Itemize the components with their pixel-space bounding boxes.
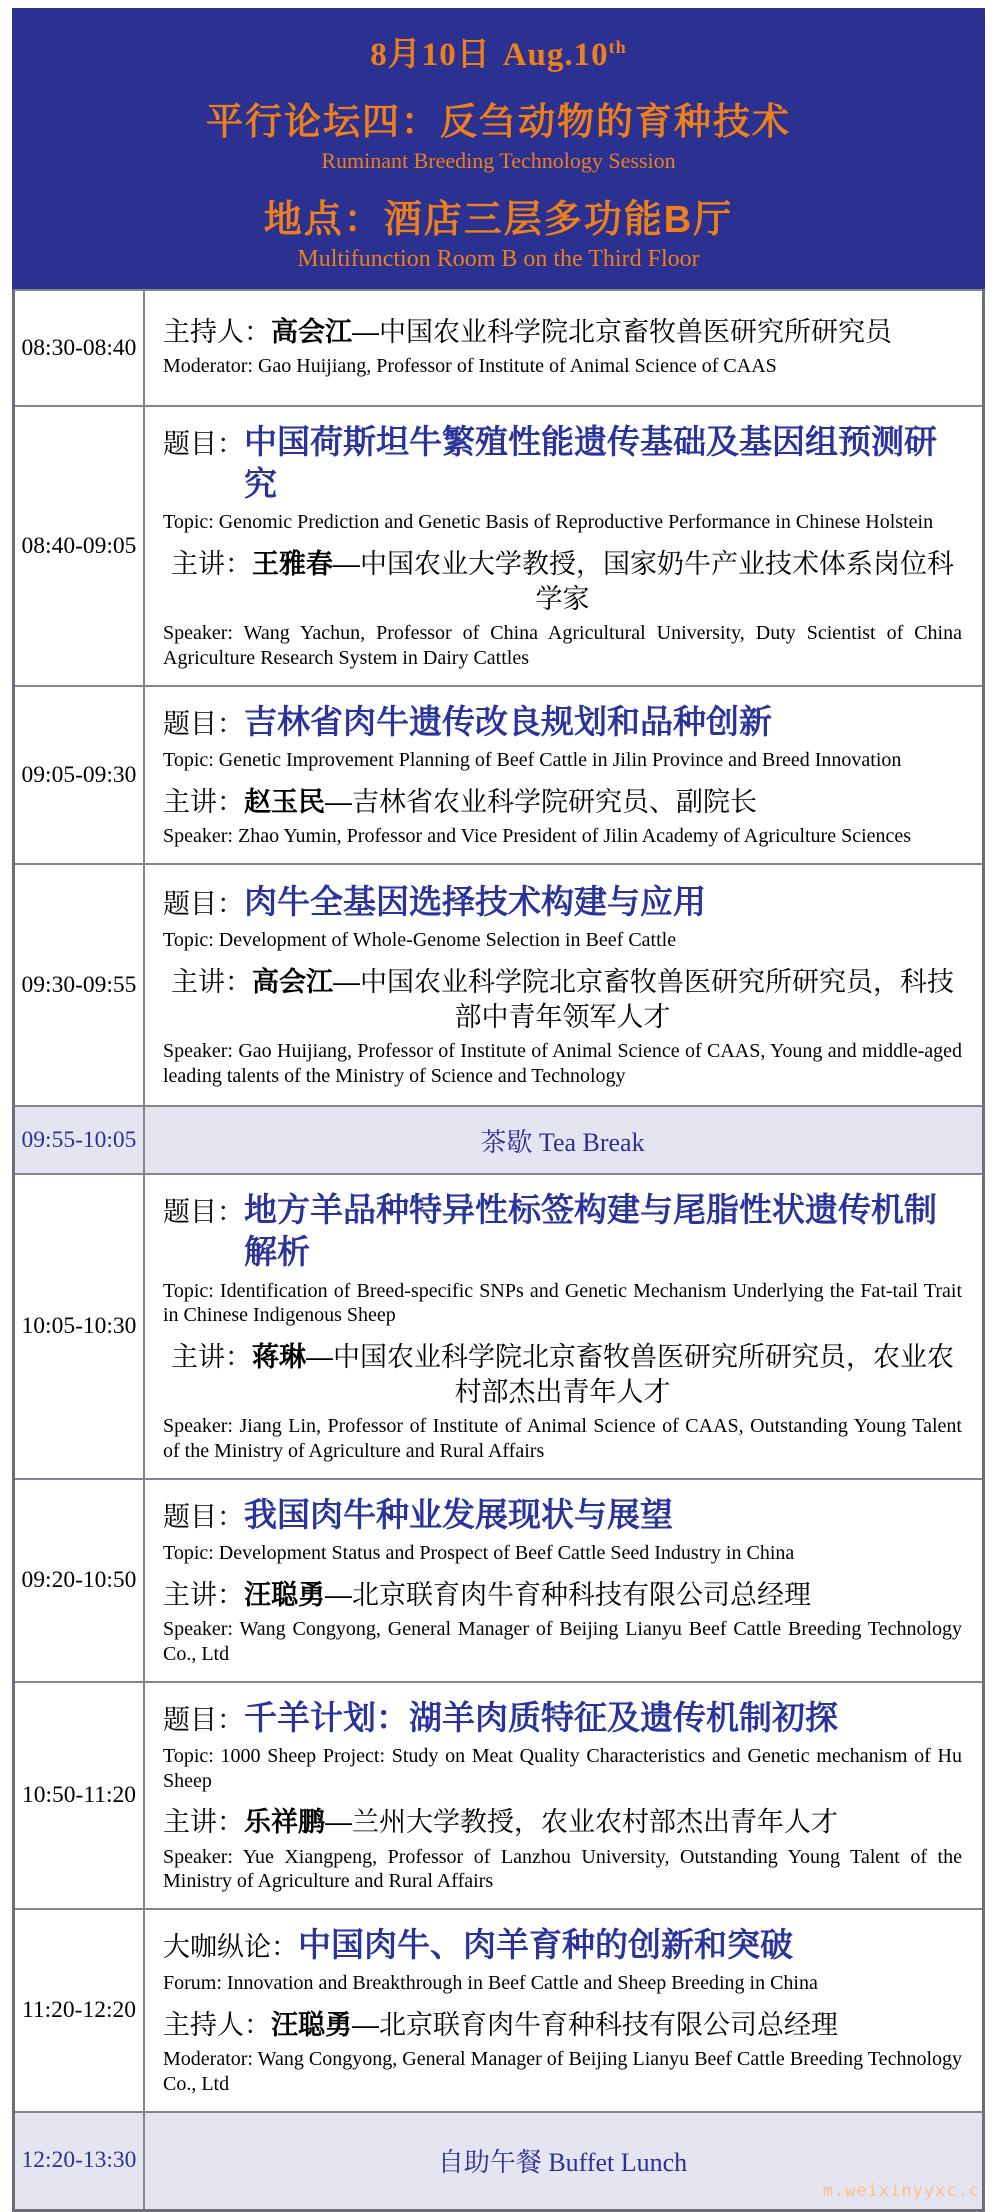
speaker-role-label: 主讲： (163, 787, 244, 818)
speaker-role-label: 主持人： (163, 2010, 271, 2041)
speaker-role-label: 主讲： (171, 1342, 252, 1373)
speaker-line (163, 785, 962, 820)
session-date-cn: 8月10日 (370, 37, 491, 73)
speaker-line (163, 1340, 962, 1410)
speaker-name: 乐祥鹏 (244, 1807, 325, 1838)
session-row (15, 1908, 982, 2111)
talk-title-line (163, 701, 962, 743)
talk-title-text: 吉林省肉牛遗传改良规划和品种创新 (244, 703, 772, 741)
time-cell: 12:20-13:30 (15, 2113, 145, 2209)
speaker-line (163, 965, 962, 1035)
english-line: Speaker: Wang Yachun, Professor of China Agricultural University, Duty Scientist of China Agriculture Research System in Dairy Cattles (163, 622, 962, 670)
content-cell (145, 687, 982, 863)
talk-title-label: 题目： (163, 709, 244, 740)
session-date-en: Aug.10 (502, 37, 609, 73)
talk-title-text: 中国荷斯坦牛繁殖性能遗传基础及基因组预测研究 (244, 423, 937, 503)
content-cell (145, 1480, 982, 1681)
talk-title-line (163, 421, 962, 505)
speaker-name: 高会江 (271, 317, 352, 348)
break-label: 自助午餐 Buffet Lunch (437, 2148, 688, 2178)
content-cell (145, 865, 982, 1105)
english-line: Topic: Genetic Improvement Planning of Beef Cattle in Jilin Province and Breed Innovation (163, 749, 902, 772)
talk-title-label: 题目： (163, 1501, 244, 1532)
speaker-affiliation: —吉林省农业科学院研究员、副院长 (325, 787, 757, 818)
english-line: Topic: Development of Whole-Genome Selection in Beef Cattle (163, 929, 677, 952)
speaker-affiliation: —中国农业科学院北京畜牧兽医研究所研究员，农业农村部杰出青年人才 (306, 1342, 954, 1408)
speaker-line (163, 1805, 962, 1840)
session-location-en: Multifunction Room B on the Third Floor (297, 246, 700, 272)
time-cell: 10:05-10:30 (15, 1175, 145, 1478)
speaker-affiliation: —北京联育肉牛育种科技有限公司总经理 (352, 2010, 838, 2041)
english-line: Speaker: Zhao Yumin, Professor and Vice President of Jilin Academy of Agriculture Sciences (163, 825, 912, 848)
speaker-role-label: 主讲： (171, 549, 252, 580)
talk-title-label: 题目： (163, 1704, 244, 1735)
session-row (15, 685, 982, 863)
english-line: Speaker: Yue Xiangpeng, Professor of Lanzhou University, Outstanding Young Talent of the Ministry of Agriculture and Rural Affairs (163, 1845, 962, 1893)
english-line: Topic: 1000 Sheep Project: Study on Meat Quality Characteristics and Genetic mechanism of Hu Sheep (163, 1744, 962, 1792)
speaker-name: 汪聪勇 (244, 1579, 325, 1610)
speaker-affiliation: —北京联育肉牛育种科技有限公司总经理 (325, 1579, 811, 1610)
time-cell: 10:50-11:20 (15, 1683, 145, 1909)
english-line: Speaker: Gao Huijiang, Professor of Institute of Animal Science of CAAS, Young and middle-aged leading talents of the Ministry of Science and Technology (163, 1040, 962, 1088)
time-cell: 09:20-10:50 (15, 1480, 145, 1681)
talk-title-line (163, 881, 962, 923)
speaker-line (163, 547, 962, 617)
speaker-line (163, 315, 962, 350)
english-line: Moderator: Gao Huijiang, Professor of Institute of Animal Science of CAAS (163, 355, 777, 378)
content-cell (145, 407, 982, 685)
talk-title-line (163, 1189, 962, 1273)
schedule-table (12, 289, 985, 2212)
time-cell: 09:05-09:30 (15, 687, 145, 863)
break-row (15, 1105, 982, 1173)
talk-title-text: 肉牛全基因选择技术构建与应用 (244, 883, 706, 921)
talk-title-line (163, 1924, 962, 1966)
session-header (12, 8, 985, 289)
session-row (15, 405, 982, 685)
talk-title-label: 大咖纵论： (163, 1932, 298, 1963)
session-date (22, 28, 975, 75)
english-line: Speaker: Wang Congyong, General Manager of Beijing Lianyu Beef Cattle Breeding Technology Co., Ltd (163, 1618, 962, 1665)
speaker-line (163, 2008, 962, 2043)
speaker-affiliation: —兰州大学教授，农业农村部杰出青年人才 (325, 1807, 838, 1838)
speaker-name: 汪聪勇 (271, 2010, 352, 2041)
english-line: Topic: Development Status and Prospect of Beef Cattle Seed Industry in China (163, 1542, 795, 1565)
content-cell (145, 1107, 982, 1173)
talk-title-line (163, 1697, 962, 1739)
speaker-role-label: 主持人： (163, 317, 271, 348)
english-line: Forum: Innovation and Breakthrough in Beef Cattle and Sheep Breeding in China (163, 1972, 818, 1995)
english-line: Topic: Identification of Breed-specific SNPs and Genetic Mechanism Underlying the Fat-tail Trait in Chinese Indigenous Sheep (163, 1279, 962, 1327)
talk-title-label: 题目： (163, 889, 244, 920)
session-row (15, 1173, 982, 1478)
speaker-affiliation: —中国农业大学教授，国家奶牛产业技术体系岗位科学家 (333, 549, 954, 615)
speaker-affiliation: —中国农业科学院北京畜牧兽医研究所研究员，科技部中青年领军人才 (333, 967, 954, 1033)
speaker-role-label: 主讲： (163, 1807, 244, 1838)
english-line: Topic: Genomic Prediction and Genetic Basis of Reproductive Performance in Chinese Holstein (163, 511, 934, 534)
content-cell (145, 1683, 982, 1909)
speaker-name: 高会江 (252, 967, 333, 998)
english-line: Moderator: Wang Congyong, General Manager of Beijing Lianyu Beef Cattle Breeding Technology Co., Ltd (163, 2048, 962, 2096)
speaker-name: 王雅春 (252, 549, 333, 580)
time-cell: 08:30-08:40 (15, 291, 145, 405)
session-date-ordinal: th (608, 37, 627, 57)
break-label: 茶歇 Tea Break (480, 1127, 645, 1157)
session-title-en: Ruminant Breeding Technology Session (321, 148, 676, 173)
talk-title-label: 题目： (163, 429, 244, 459)
watermark: m.weixinyyxc.c (822, 2180, 980, 2201)
english-line: Speaker: Jiang Lin, Professor of Institute of Animal Science of CAAS, Outstanding Young Talent of the Ministry of Agriculture and Rural Affairs (163, 1415, 962, 1463)
content-cell (145, 1175, 982, 1478)
session-row (15, 1478, 982, 1681)
speaker-role-label: 主讲： (163, 1579, 244, 1610)
talk-title-label: 题目： (163, 1197, 244, 1228)
content-cell (145, 1910, 982, 2111)
speaker-role-label: 主讲： (171, 967, 252, 998)
talk-title-text: 千羊计划：湖羊肉质特征及遗传机制初探 (244, 1698, 838, 1736)
speaker-affiliation: —中国农业科学院北京畜牧兽医研究所研究员 (352, 317, 892, 348)
talk-title-text: 中国肉牛、肉羊育种的创新和突破 (298, 1926, 793, 1964)
talk-title-line (163, 1494, 962, 1536)
session-row (15, 863, 982, 1105)
talk-title-text: 我国肉牛种业发展现状与展望 (244, 1495, 673, 1533)
talk-title-text: 地方羊品种特异性标签构建与尾脂性状遗传机制解析 (244, 1191, 937, 1271)
time-cell: 09:30-09:55 (15, 865, 145, 1105)
speaker-name: 赵玉民 (244, 787, 325, 818)
content-cell (145, 291, 982, 405)
time-cell: 08:40-09:05 (15, 407, 145, 685)
speaker-name: 蒋琳 (252, 1342, 306, 1373)
session-row (15, 289, 982, 405)
session-location-cn: 地点：酒店三层多功能B厅 (263, 199, 734, 241)
session-row (15, 1681, 982, 1909)
speaker-line (163, 1578, 962, 1613)
session-title-cn: 平行论坛四：反刍动物的育种技术 (206, 101, 791, 142)
time-cell: 11:20-12:20 (15, 1910, 145, 2111)
time-cell: 09:55-10:05 (15, 1107, 145, 1173)
